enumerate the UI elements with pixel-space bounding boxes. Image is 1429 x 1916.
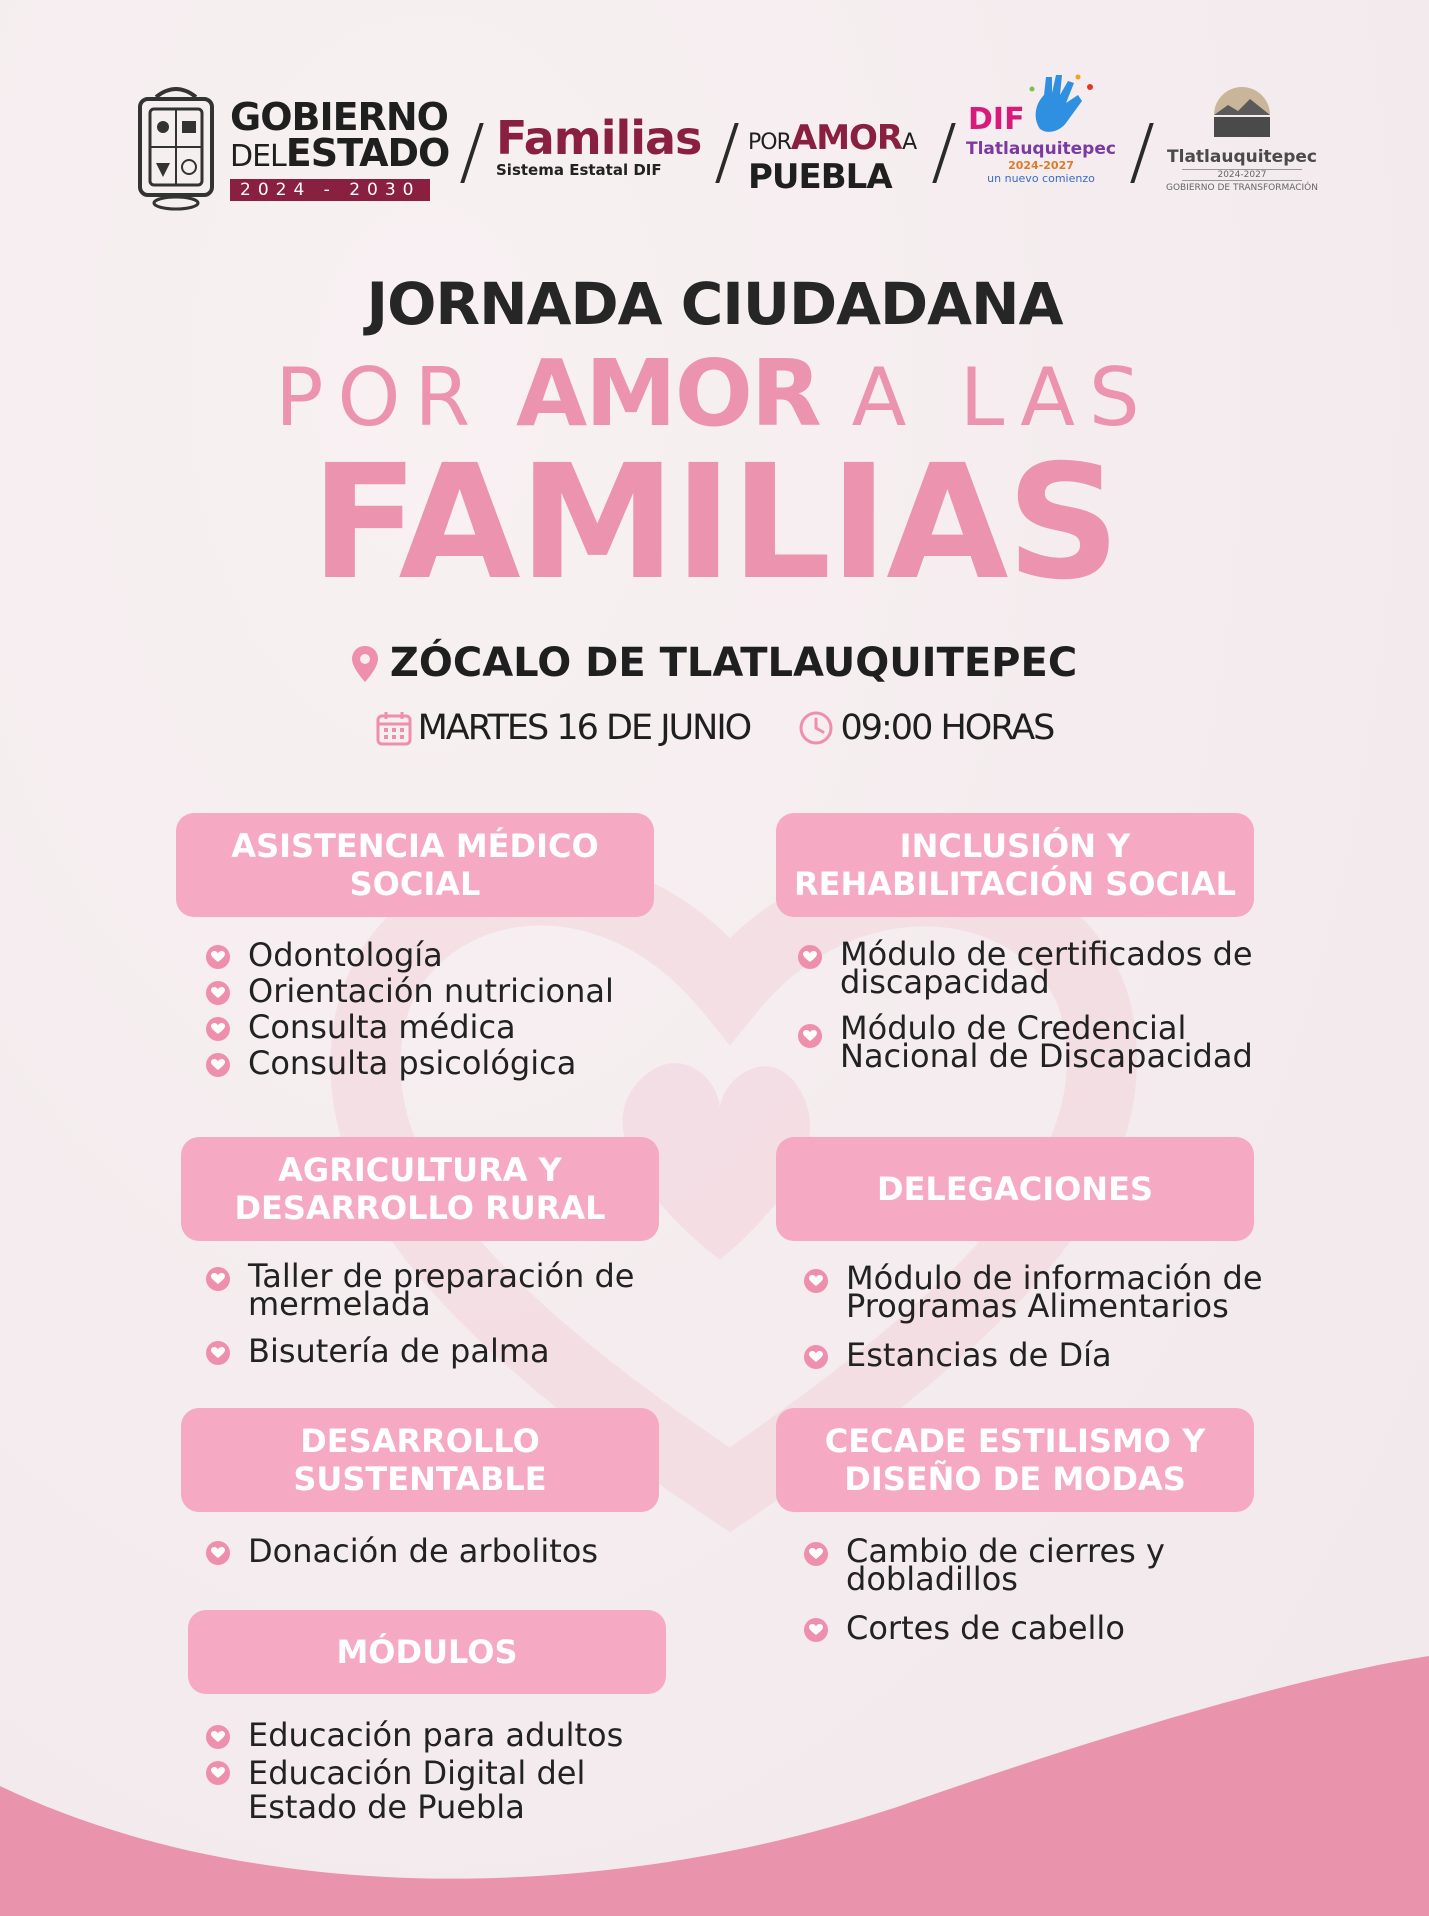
dif-tlatlauquitepec-logo <box>966 73 1116 185</box>
event-title-familias: FAMILIAS <box>310 431 1119 615</box>
dif-municipality: Tlatlauquitepec <box>966 139 1116 159</box>
event-title-jornada: JORNADA CIUDADANA <box>366 270 1063 338</box>
location-pin-icon <box>352 646 378 682</box>
heart-bullet-icon <box>206 1053 230 1077</box>
tlatlauquitepec-title: Tlatlauquitepec <box>1167 147 1317 167</box>
heart-bullet-icon <box>206 945 230 969</box>
tlatlauquitepec-gobierno-logo <box>1162 75 1322 193</box>
event-date-time <box>0 708 1429 748</box>
heart-bullet-icon <box>206 1541 230 1565</box>
list-item: Módulo de información de Programas Alimentarios <box>804 1264 1284 1320</box>
por-text: POR <box>748 130 791 155</box>
section-sustentable-list <box>206 1532 666 1570</box>
sunrise-mountain-icon <box>1210 75 1274 143</box>
familias-subtitle: Sistema Estatal DIF <box>496 161 662 179</box>
list-item: Educación para adultos <box>206 1720 626 1750</box>
list-item: Módulo de Credencial Nacional de Discapacidad <box>798 1014 1268 1070</box>
list-item: Orientación nutricional <box>206 976 686 1006</box>
list-item: Estancias de Día <box>804 1340 1284 1370</box>
list-item: Educación Digital del Estado de Puebla <box>206 1756 626 1824</box>
por-amor-a-puebla-logo <box>748 118 917 197</box>
list-item: Consulta médica <box>206 1012 686 1042</box>
list-item: Odontología <box>206 940 686 970</box>
heart-bullet-icon <box>206 1341 230 1365</box>
section-modulos-list <box>206 1716 626 1826</box>
section-inclusion-title: INCLUSIÓN Y REHABILITACIÓN SOCIAL <box>776 813 1254 917</box>
heart-bullet-icon <box>804 1345 828 1369</box>
heart-bullet-icon <box>798 1024 822 1048</box>
list-item: Cambio de cierres y dobladillos <box>804 1537 1274 1593</box>
heart-bullet-icon <box>206 1267 230 1291</box>
event-location <box>0 640 1429 686</box>
list-item: Taller de preparación de mermelada <box>206 1262 666 1318</box>
title-a-las: A LAS <box>851 351 1154 444</box>
header-logos <box>130 85 1330 215</box>
gobierno-del-estado-logo <box>230 95 450 201</box>
section-modulos-title: MÓDULOS <box>188 1610 666 1694</box>
heart-bullet-icon <box>798 945 822 969</box>
clock-icon <box>798 710 834 746</box>
section-delegaciones-list <box>804 1259 1284 1374</box>
dif-slogan: un nuevo comienzo <box>987 172 1095 185</box>
section-inclusion-list <box>798 935 1268 1075</box>
del-text: DEL <box>230 139 286 174</box>
list-item: Consulta psicológica <box>206 1048 686 1078</box>
heart-bullet-icon <box>804 1542 828 1566</box>
heart-bullet-icon <box>804 1269 828 1293</box>
section-cecade-list <box>804 1532 1274 1647</box>
tlatlauquitepec-subtitle: GOBIERNO DE TRANSFORMACIÓN <box>1165 183 1318 193</box>
heart-bullet-icon <box>206 1761 230 1785</box>
puebla-text: PUEBLA <box>748 157 892 197</box>
gobierno-text: GOBIERNO <box>230 95 448 139</box>
heart-bullet-icon <box>206 1017 230 1041</box>
section-agricultura-list <box>206 1257 666 1370</box>
list-item: Módulo de certificados de discapacidad <box>798 940 1268 996</box>
calendar-icon <box>376 710 412 746</box>
section-medico-list <box>206 936 686 1082</box>
section-delegaciones-title: DELEGACIONES <box>776 1137 1254 1241</box>
gobierno-years: 2024 - 2030 <box>230 179 430 201</box>
section-sustentable-title: DESARROLLO SUSTENTABLE <box>181 1408 659 1512</box>
section-agricultura-title: AGRICULTURA Y DESARROLLO RURAL <box>181 1137 659 1241</box>
location-text: ZÓCALO DE TLATLAUQUITEPEC <box>389 640 1078 686</box>
date-text: MARTES 16 DE JUNIO <box>417 708 751 748</box>
puebla-coat-of-arms-icon <box>136 85 216 213</box>
list-item: Donación de arbolitos <box>206 1536 666 1566</box>
section-cecade-title: CECADE ESTILISMO Y DISEÑO DE MODAS <box>776 1408 1254 1512</box>
heart-bullet-icon <box>804 1618 828 1642</box>
title-amor: AMOR <box>515 340 820 447</box>
heart-bullet-icon <box>206 1725 230 1749</box>
title-por: POR <box>275 351 485 444</box>
dif-years: 2024-2027 <box>1008 159 1074 172</box>
list-item: Cortes de cabello <box>804 1613 1274 1643</box>
a-text: A <box>902 130 917 155</box>
amor-text: AMOR <box>790 118 903 158</box>
time-text: 09:00 HORAS <box>840 708 1054 748</box>
list-item: Bisutería de palma <box>206 1336 666 1366</box>
section-medico-title: ASISTENCIA MÉDICO SOCIAL <box>176 813 654 917</box>
heart-bullet-icon <box>206 981 230 1005</box>
hand-icon <box>966 73 1116 135</box>
familias-logo <box>496 111 702 179</box>
tlatlauquitepec-years: 2024-2027 <box>1182 169 1302 181</box>
estado-text: ESTADO <box>285 131 450 175</box>
svg-text:DIF: DIF <box>968 102 1025 135</box>
familias-title: Familias <box>496 111 702 165</box>
